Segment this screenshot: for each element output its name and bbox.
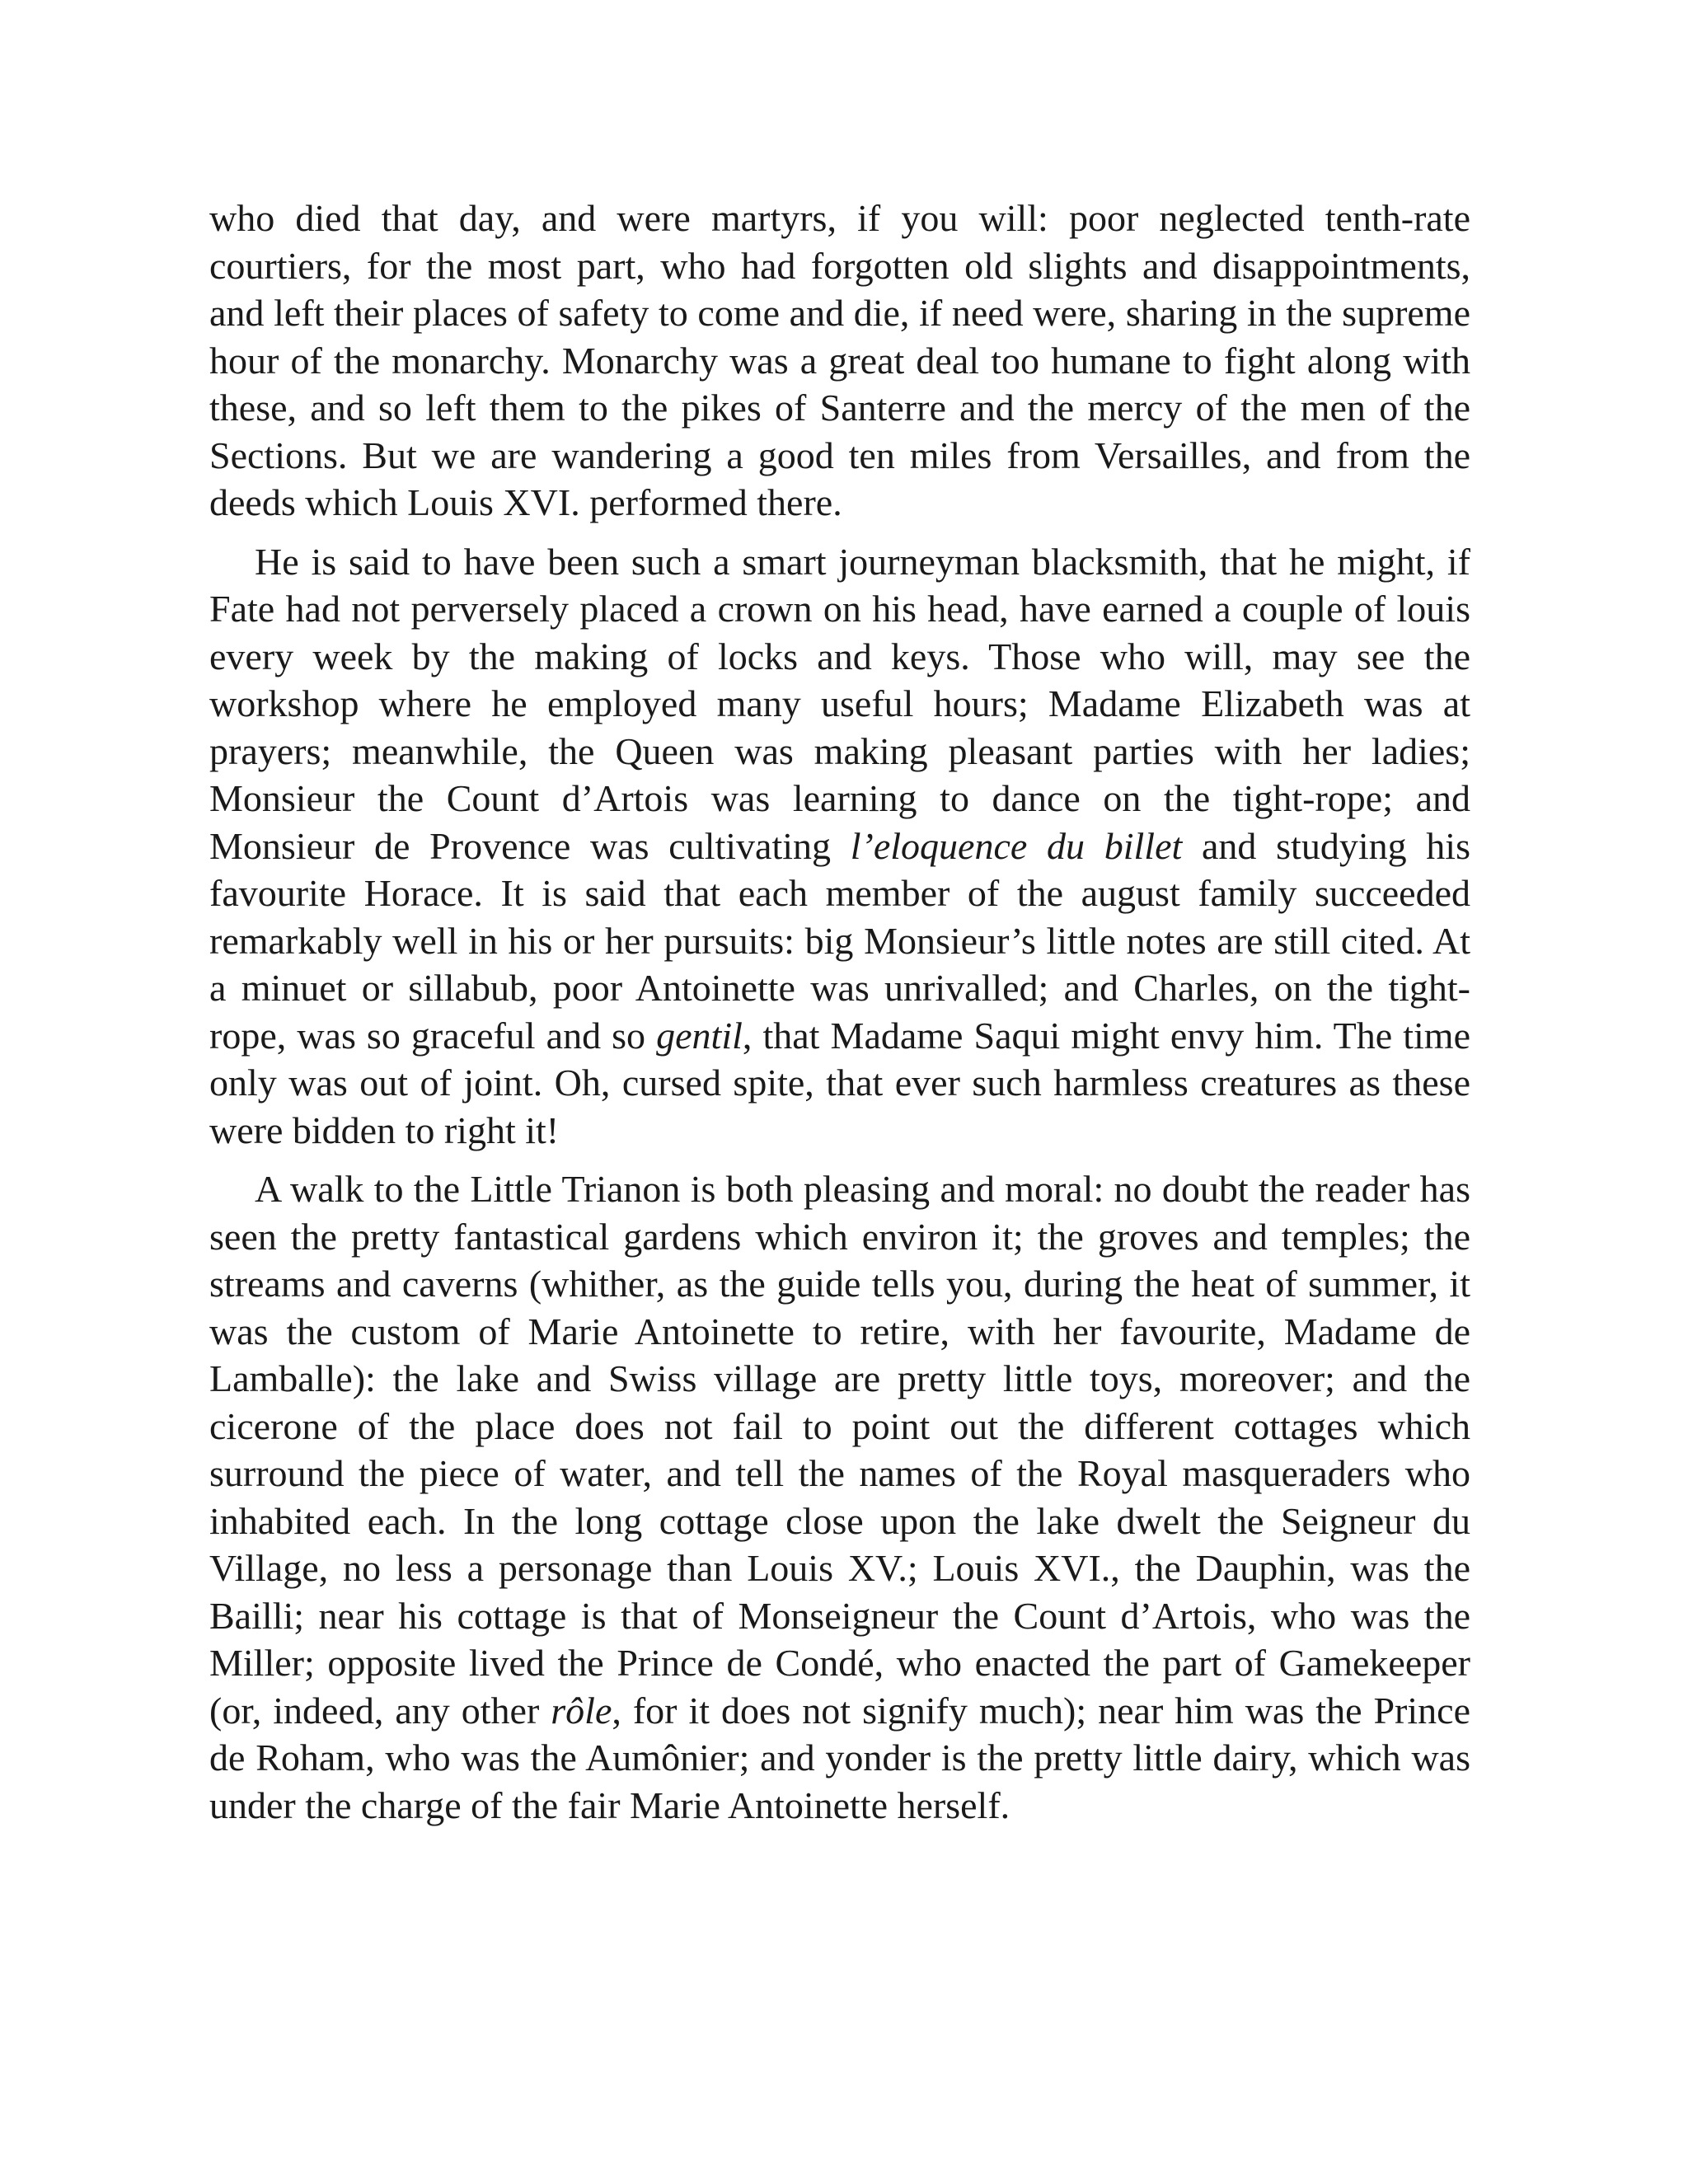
italic-phrase: l’eloquence du billet [850, 824, 1183, 867]
paragraph-text: and studying his favourite Horace. It is said that each member of the august family succeeded remarkably well in his or her pursuits: big Monsieur’s little notes are still cited. At a minuet or sillabub, poor Antoinette was unrivalled; and Charles, on the tight-rope, was so graceful and so [209, 824, 1470, 1057]
paragraph [209, 194, 1470, 527]
paragraph-text: , for it does not signify much); near him was the Prince de Roham, who was the Aumônier; and yonder is the pretty little dairy, which was under the charge of the fair Marie Antoinette herself. [209, 1689, 1470, 1826]
paragraph-text: He is said to have been such a smart journeyman blacksmith, that he might, if Fate had not perversely placed a crown on his head, have earned a couple of louis every week by the making of locks and keys. Those who will, may see the workshop where he employed many useful hours; Madame Elizabeth was at prayers; meanwhile, the Queen was making pleasant parties with her ladies; Monsieur the Count d’Artois was learning to dance on the tight-rope; and Monsieur de Provence was cultivating [209, 540, 1470, 867]
italic-word: gentil [656, 1014, 743, 1057]
paragraph [209, 1165, 1470, 1829]
paragraph-text: , that Madame Saqui might envy him. The time only was out of joint. Oh, cursed spite, that ever such harmless creatures as these were bidden to right it! [209, 1014, 1470, 1151]
document-page [209, 194, 1470, 1840]
paragraph-text: who died that day, and were martyrs, if you will: poor neglected tenth-rate courtiers, for the most part, who had forgotten old slights and disappointments, and left their places of safety to come and die, if need were, sharing in the supreme hour of the monarchy. Monarchy was a great deal too humane to fight along with these, and so left them to the pikes of Santerre and the mercy of the men of the Sections. But we are wandering a good ten miles from Versailles, and from the deeds which Louis XVI. performed there. [209, 197, 1470, 523]
italic-word: rôle [551, 1689, 612, 1732]
paragraph-text: A walk to the Little Trianon is both pleasing and moral: no doubt the reader has seen the pretty fantastical gardens which environ it; the groves and temples; the streams and caverns (whither, as the guide tells you, during the heat of summer, it was the custom of Marie Antoinette to retire, with her favourite, Madame de Lamballe): the lake and Swiss village are pretty little toys, moreover; and the cicerone of the place does not fail to point out the different cottages which surround the piece of water, and tell the names of the Royal masqueraders who inhabited each. In the long cottage close upon the lake dwelt the Seigneur du Village, no less a personage than Louis XV.; Louis XVI., the Dauphin, was the Bailli; near his cottage is that of Monseigneur the Count d’Artois, who was the Miller; opposite lived the Prince de Condé, who enacted the part of Gamekeeper (or, indeed, any other [209, 1168, 1470, 1732]
paragraph [209, 538, 1470, 1155]
